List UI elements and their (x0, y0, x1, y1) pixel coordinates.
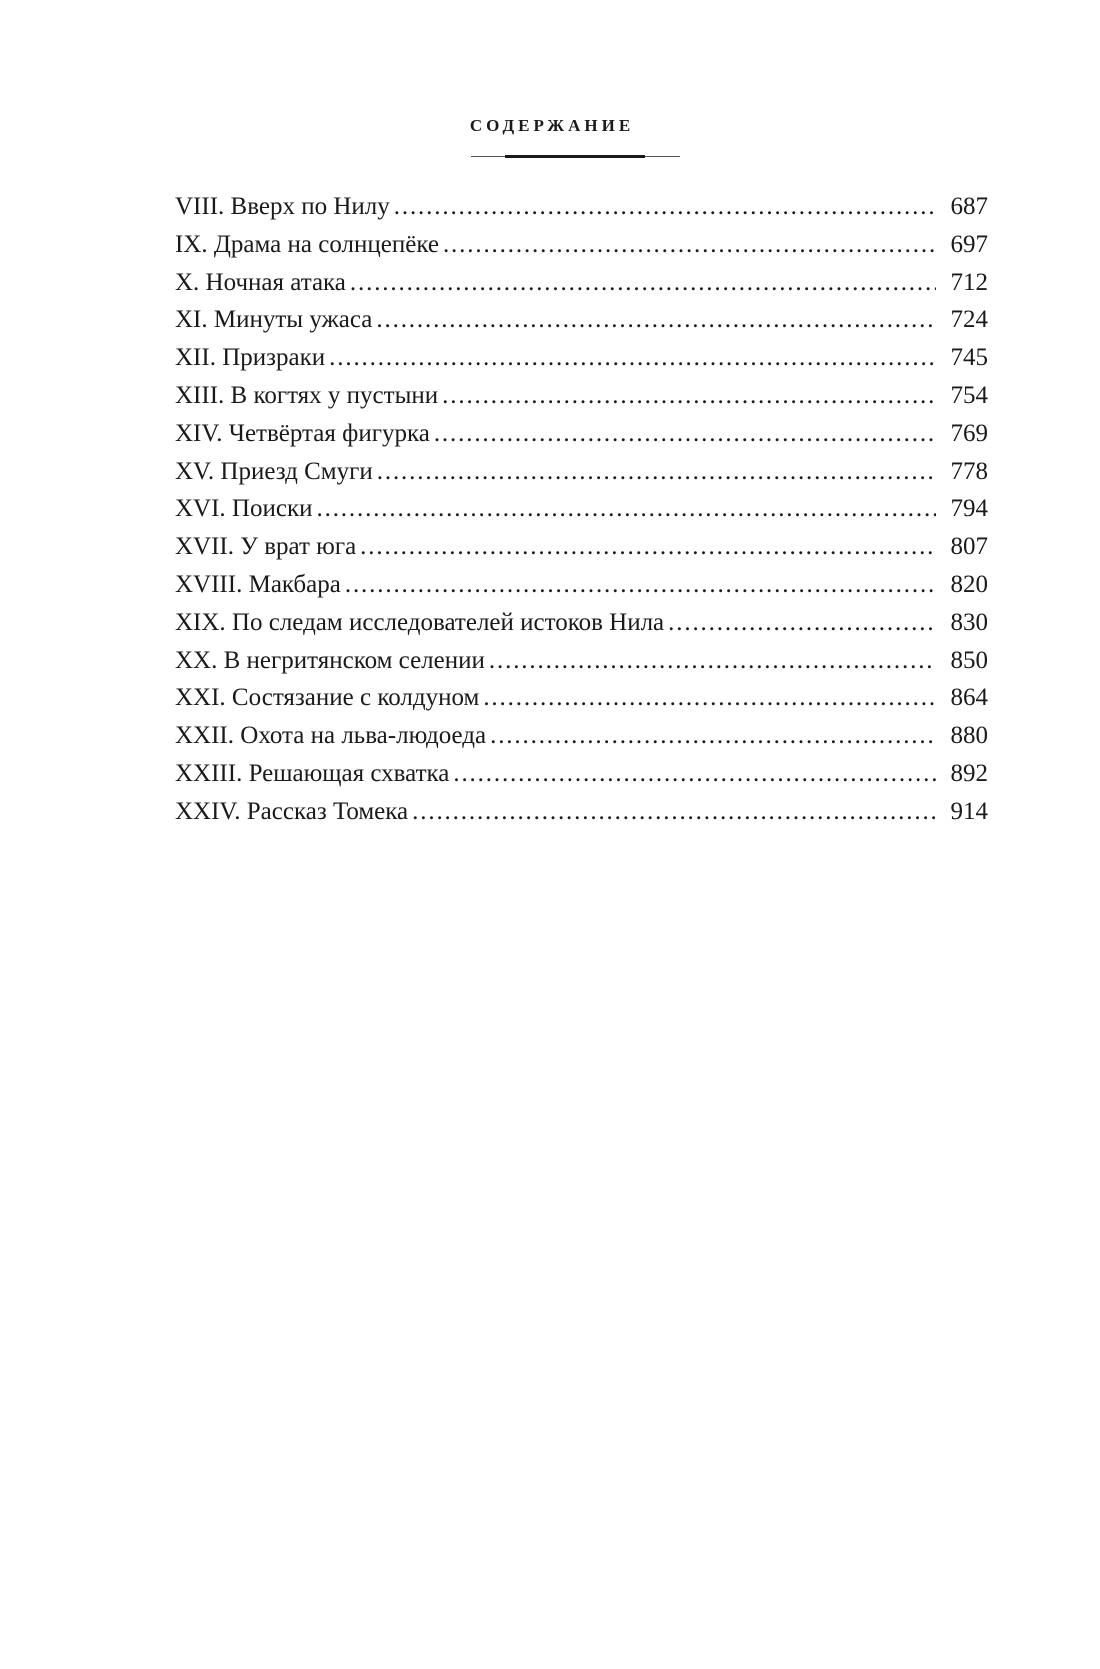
toc-entry[interactable] (175, 377, 988, 415)
toc-entry-page: 778 (950, 457, 988, 485)
title-rule-thick (505, 155, 645, 158)
toc-entry-title: XIV. Четвёртая фигурка (175, 419, 430, 447)
toc-leader-dots (376, 301, 936, 339)
toc-entry-title: XI. Минуты ужаса (175, 306, 373, 334)
toc-leader-dots (442, 377, 936, 415)
toc-entry-page: 724 (950, 306, 988, 334)
toc-entry[interactable] (175, 755, 988, 793)
toc-leader-dots (443, 226, 936, 264)
toc-entry[interactable] (175, 642, 988, 680)
toc-entry[interactable] (175, 188, 988, 226)
toc-entry-page: 850 (950, 646, 988, 674)
toc-entry-page: 820 (950, 570, 988, 598)
toc-entry-title: XIX. По следам исследователей истоков Нила (175, 608, 665, 636)
toc-leader-dots (668, 604, 936, 642)
toc-entry-page: 712 (950, 268, 988, 296)
toc-entry[interactable] (175, 528, 988, 566)
toc-leader-dots (434, 415, 936, 453)
toc-entry[interactable] (175, 717, 988, 755)
toc-entry-title: XVI. Поиски (175, 495, 313, 523)
toc-entry-page: 880 (950, 722, 988, 750)
toc-entry[interactable] (175, 339, 988, 377)
page-title: СОДЕРЖАНИЕ (469, 116, 635, 135)
toc-entry-page: 745 (950, 344, 988, 372)
toc-entry-title: XIII. В когтях у пустыни (175, 381, 439, 409)
toc-entry-page: 892 (950, 759, 988, 787)
toc-entry-page: 807 (950, 533, 988, 561)
toc-entry-title: VIII. Вверх по Нилу (175, 193, 390, 220)
toc-entry-page: 830 (950, 608, 988, 636)
toc-leader-dots (360, 528, 936, 566)
toc-entry-page: 697 (950, 230, 988, 258)
toc-entry-title: XVIII. Макбара (175, 570, 341, 598)
toc-entry-page: 754 (950, 381, 988, 409)
toc-entry-title: XX. В негритянском селении (175, 646, 485, 674)
toc-entry[interactable] (175, 679, 988, 717)
toc-entry-title: XXIII. Решающая схватка (175, 759, 450, 787)
toc-entry[interactable] (175, 226, 988, 264)
toc-entry[interactable] (175, 301, 988, 339)
toc-entry[interactable] (175, 604, 988, 642)
toc-entry[interactable] (175, 264, 988, 302)
toc-entry-title: XII. Призраки (175, 344, 326, 372)
toc-entry-title: XV. Приезд Смуги (175, 457, 373, 485)
toc-entry[interactable] (175, 566, 988, 604)
toc-entry[interactable] (175, 490, 988, 528)
toc-leader-dots (453, 755, 936, 793)
toc-leader-dots (345, 566, 936, 604)
toc-entry-title: X. Ночная атака (175, 268, 346, 296)
toc-entry-page: 864 (950, 684, 988, 712)
title-ornament (0, 116, 1100, 176)
toc-leader-dots (394, 188, 936, 226)
toc-leader-dots (490, 717, 936, 755)
table-of-contents (175, 188, 988, 831)
toc-entry-title: XXIV. Рассказ Томека (175, 797, 409, 825)
toc-leader-dots (377, 453, 936, 491)
toc-entry-page: 769 (950, 419, 988, 447)
toc-entry-title: XVII. У врат юга (175, 533, 357, 561)
toc-entry-page: 794 (950, 495, 988, 523)
toc-leader-dots (489, 642, 936, 680)
toc-entry-title: IX. Драма на солнцепёке (175, 230, 439, 258)
toc-leader-dots (483, 679, 936, 717)
toc-entry[interactable] (175, 453, 988, 491)
toc-entry[interactable] (175, 793, 988, 831)
toc-leader-dots (412, 793, 936, 831)
toc-leader-dots (317, 490, 937, 528)
toc-entry[interactable] (175, 415, 988, 453)
toc-entry-title: XXII. Охота на льва-людоеда (175, 722, 487, 750)
toc-entry-page: 914 (950, 797, 988, 825)
toc-leader-dots (329, 339, 936, 377)
toc-entry-page: 687 (950, 193, 988, 220)
toc-entry-title: XXI. Состязание с колдуном (175, 684, 480, 712)
toc-leader-dots (350, 264, 936, 302)
